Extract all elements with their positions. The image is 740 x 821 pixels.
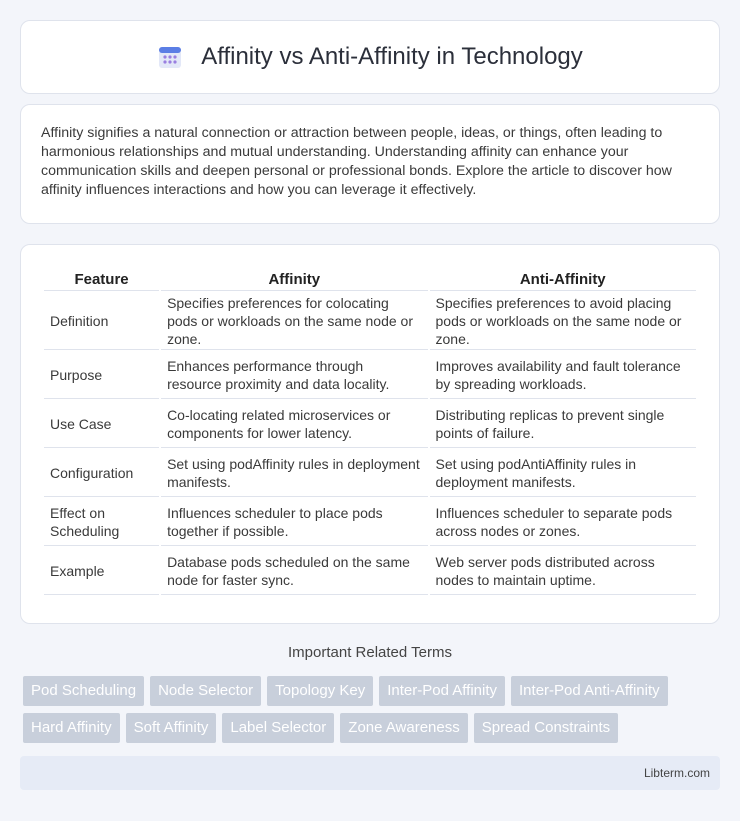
- header-anti-affinity: Anti-Affinity: [430, 267, 696, 291]
- tag-spread-constraints[interactable]: Spread Constraints: [474, 713, 618, 743]
- title-wrap: [157, 43, 583, 71]
- feature-cell: Use Case: [44, 401, 159, 448]
- anti-affinity-cell: Web server pods distributed across nodes to maintain uptime.: [430, 548, 696, 595]
- table-row: [44, 499, 696, 546]
- table-header-row: [44, 267, 696, 291]
- anti-affinity-cell: Influences scheduler to separate pods across nodes or zones.: [430, 499, 696, 546]
- intro-card: [20, 104, 720, 224]
- header-affinity: Affinity: [161, 267, 427, 291]
- table-row: [44, 450, 696, 497]
- calendar-grid-icon: [157, 44, 183, 70]
- affinity-cell: Specifies preferences for colocating pods or workloads on the same node or zone.: [161, 293, 427, 350]
- table-row: [44, 293, 696, 350]
- feature-cell: Configuration: [44, 450, 159, 497]
- tag-topology-key[interactable]: Topology Key: [267, 676, 373, 706]
- affinity-cell: Database pods scheduled on the same node for faster sync.: [161, 548, 427, 595]
- anti-affinity-cell: Distributing replicas to prevent single points of failure.: [430, 401, 696, 448]
- comparison-card: [20, 244, 720, 624]
- related-terms-title: Important Related Terms: [288, 644, 452, 661]
- related-terms-list: [23, 676, 723, 750]
- header-feature: Feature: [44, 267, 159, 291]
- header-card: [20, 20, 720, 94]
- table-row: [44, 548, 696, 595]
- tag-inter-pod-affinity[interactable]: Inter-Pod Affinity: [379, 676, 505, 706]
- comparison-table: [42, 265, 698, 597]
- tag-node-selector[interactable]: Node Selector: [150, 676, 261, 706]
- affinity-cell: Influences scheduler to place pods together if possible.: [161, 499, 427, 546]
- feature-cell: Effect on Scheduling: [44, 499, 159, 546]
- tag-inter-pod-anti-affinity[interactable]: Inter-Pod Anti-Affinity: [511, 676, 668, 706]
- footer: [20, 756, 720, 790]
- footer-brand[interactable]: Libterm.com: [643, 766, 710, 780]
- anti-affinity-cell: Specifies preferences to avoid placing pods or workloads on the same node or zone.: [430, 293, 696, 350]
- tag-row: [23, 713, 723, 743]
- tag-pod-scheduling[interactable]: Pod Scheduling: [23, 676, 144, 706]
- tag-label-selector[interactable]: Label Selector: [222, 713, 334, 743]
- tag-row: [23, 676, 723, 706]
- tag-soft-affinity[interactable]: Soft Affinity: [126, 713, 217, 743]
- page-title: Affinity vs Anti-Affinity in Technology: [201, 43, 583, 70]
- affinity-cell: Enhances performance through resource proximity and data locality.: [161, 352, 427, 399]
- anti-affinity-cell: Improves availability and fault tolerance by spreading workloads.: [430, 352, 696, 399]
- tag-hard-affinity[interactable]: Hard Affinity: [23, 713, 120, 743]
- feature-cell: Purpose: [44, 352, 159, 399]
- feature-cell: Definition: [44, 293, 159, 350]
- intro-text: Affinity signifies a natural connection or attraction between people, ideas, or things, often leading to harmonious relationships and mutual understanding. Understanding affinity can enhance your communication skills and deepen personal or professional bonds. Explore the article to discover how affinity influences interactions and how you can leverage it effectively.: [41, 125, 672, 198]
- affinity-cell: Co-locating related microservices or components for lower latency.: [161, 401, 427, 448]
- feature-cell: Example: [44, 548, 159, 595]
- tag-zone-awareness[interactable]: Zone Awareness: [340, 713, 467, 743]
- anti-affinity-cell: Set using podAntiAffinity rules in deployment manifests.: [430, 450, 696, 497]
- table-row: [44, 352, 696, 399]
- affinity-cell: Set using podAffinity rules in deployment manifests.: [161, 450, 427, 497]
- table-row: [44, 401, 696, 448]
